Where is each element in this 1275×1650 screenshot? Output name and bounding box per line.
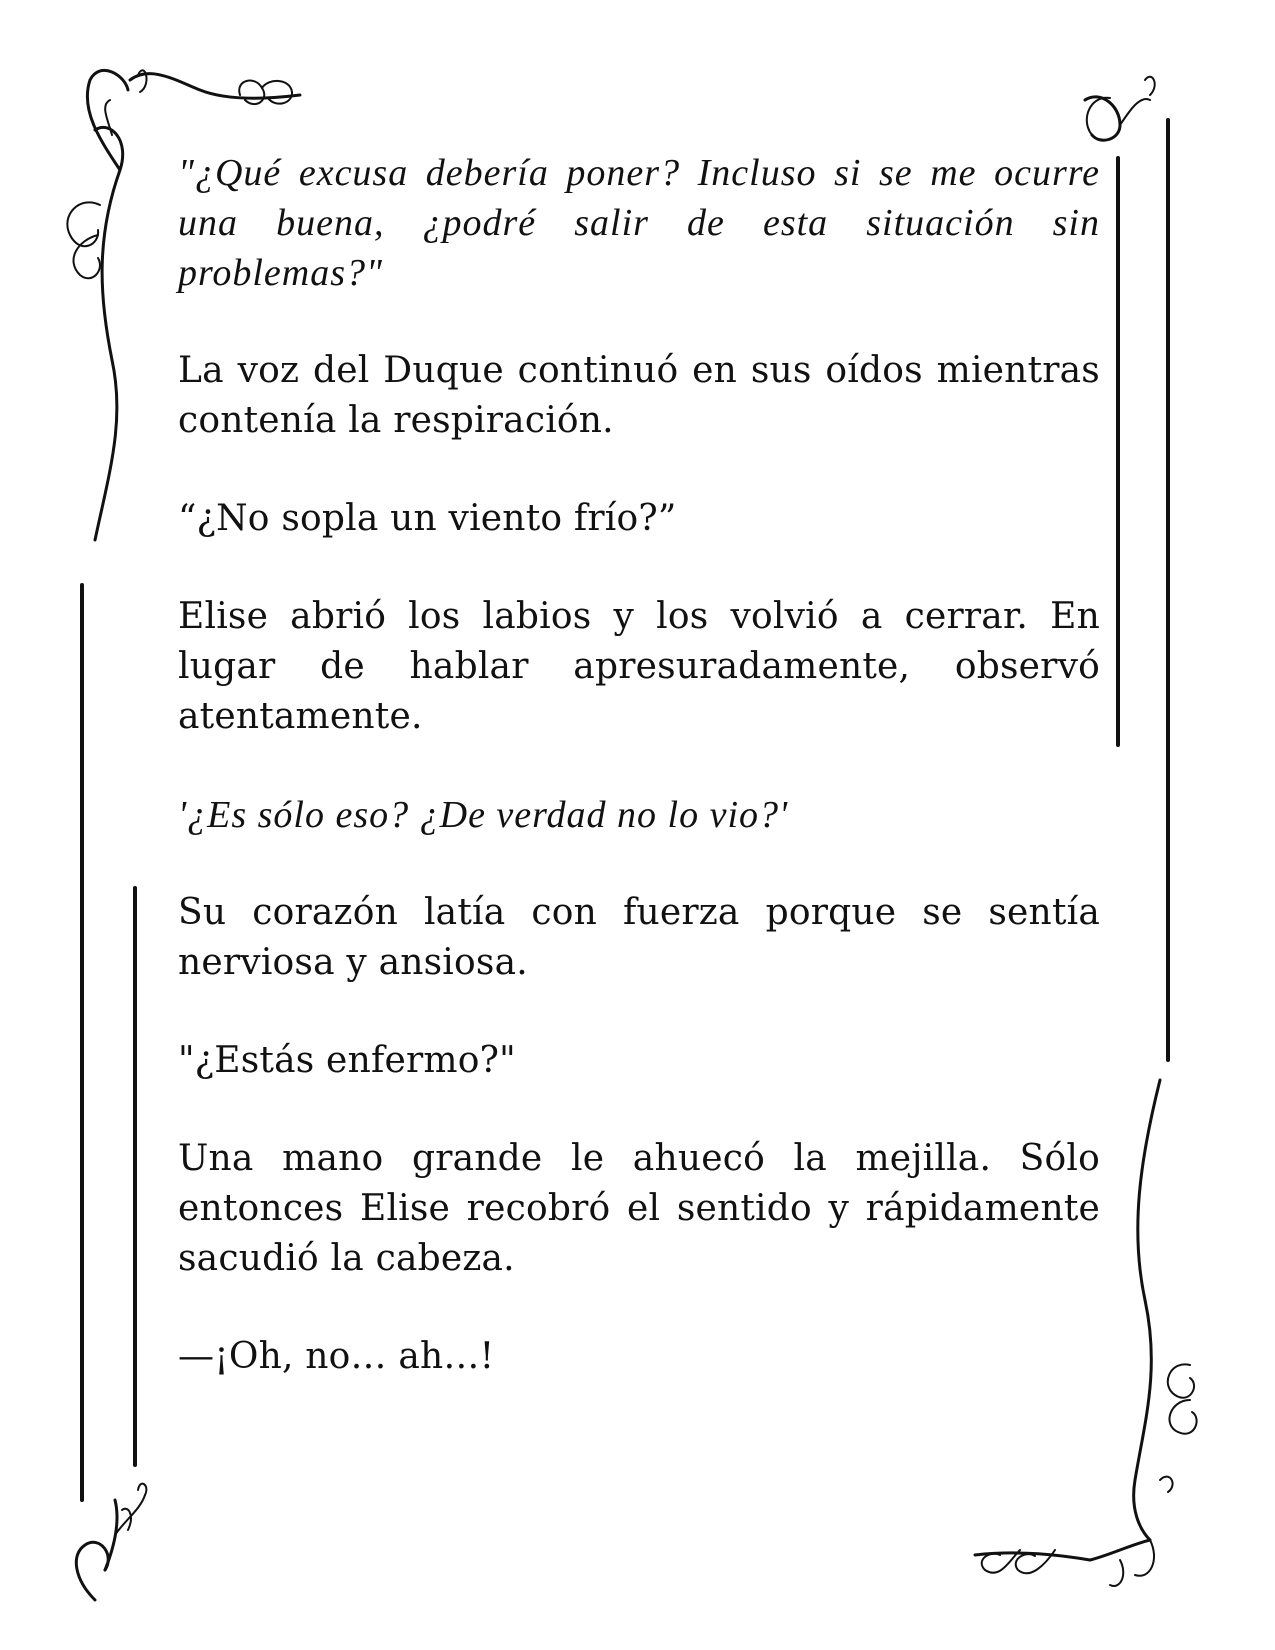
left-border-lines (82, 585, 135, 1500)
narration-paragraph-3: Su corazón latía con fuerza porque se sentía nerviosa y ansiosa. (178, 892, 1100, 983)
narration-paragraph-1: La voz del Duque continuó en sus oídos mientras contenía la respiración. (178, 350, 1100, 441)
thought-paragraph-1: "¿Qué excusa debería poner? Incluso si se me ocurre una buena, ¿podré salir de esta situación sin problemas?" (178, 152, 1100, 294)
dialogue-paragraph-1: “¿No sopla un viento frío?” (178, 498, 677, 539)
narration-paragraph-4: Una mano grande le ahuecó la mejilla. Sólo entonces Elise recobró el sentido y rápidamente sacudió la cabeza. (178, 1138, 1100, 1279)
bottom-left-flourish (76, 1484, 146, 1600)
dialogue-paragraph-2: "¿Estás enfermo?" (178, 1040, 516, 1081)
thought-paragraph-2: '¿Es sólo eso? ¿De verdad no lo vio?' (178, 794, 789, 836)
narration-paragraph-2: Elise abrió los labios y los volvió a cerrar. En lugar de hablar apresuradamente, observó atentamente. (178, 596, 1100, 737)
dialogue-paragraph-3: —¡Oh, no… ah…! (178, 1336, 495, 1377)
story-text (178, 148, 1100, 1430)
